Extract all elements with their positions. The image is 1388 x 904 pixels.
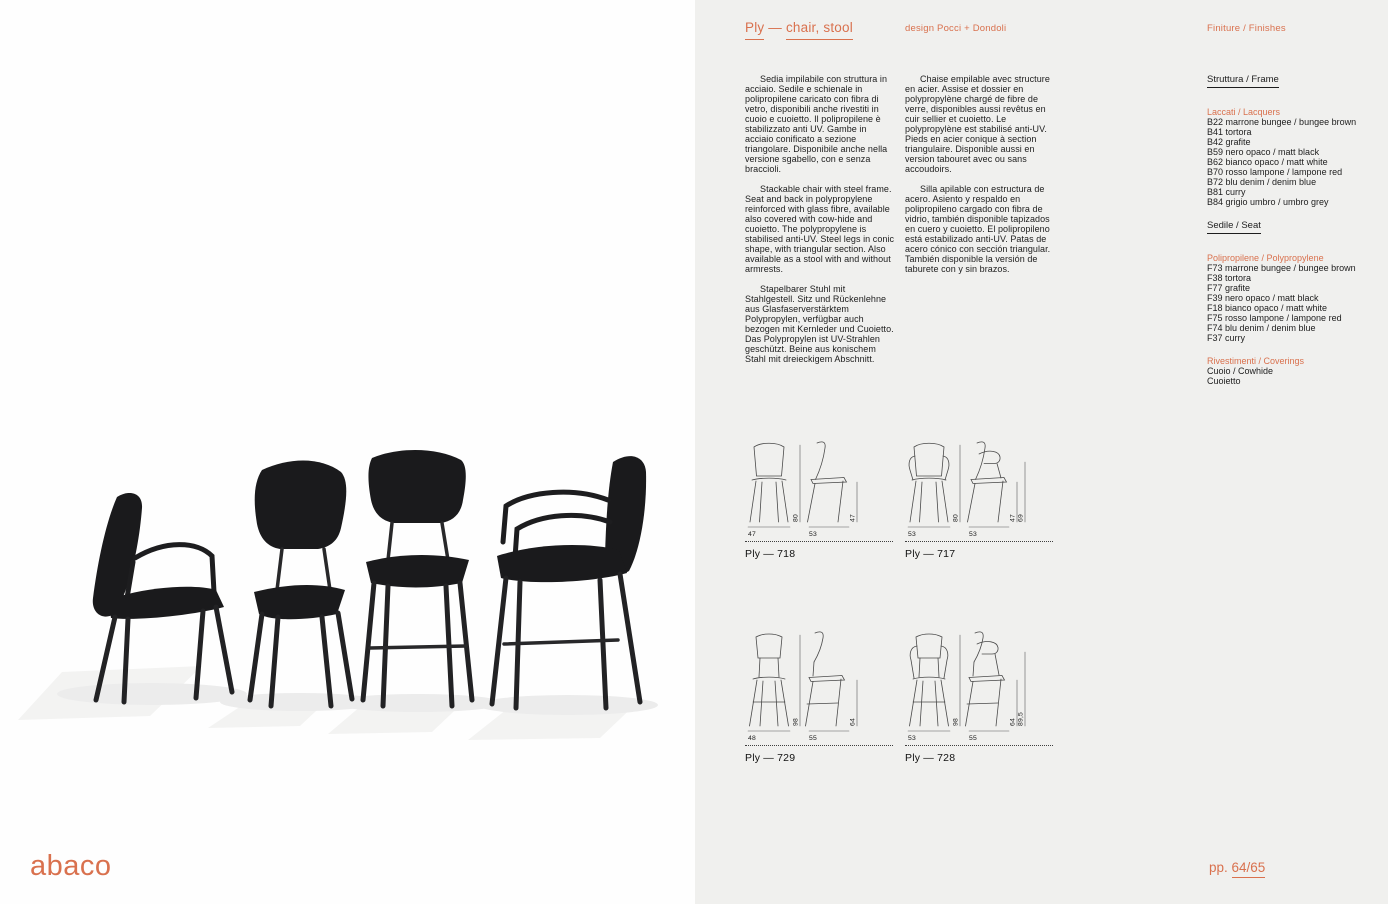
- svg-text:53: 53: [969, 531, 977, 538]
- svg-text:69: 69: [1017, 514, 1025, 522]
- svg-text:98: 98: [952, 718, 960, 726]
- product-code: Ply — 728: [905, 752, 956, 764]
- finish-item: B22 marrone bungee / bungee brown: [1207, 117, 1357, 127]
- finish-item: F77 grafite: [1207, 283, 1251, 293]
- dimension-drawing-717: [905, 438, 1053, 538]
- description-french: Chaise empilable avec structure en acier. Assise et dossier en polypropylène chargé de fibre de verre, disponibles aussi revêtus en cuir sellier et cuoietto. Le polypropylène est stabilisé anti-UV. Pieds en acier conique à section triangulaire. Disponible aussi en version tabouret avec ou sans accoudoirs.: [905, 74, 1050, 174]
- drawing-card-ply-718: [745, 438, 893, 560]
- svg-text:47: 47: [1009, 514, 1017, 522]
- svg-text:64: 64: [849, 718, 857, 726]
- divider-dotted: [905, 745, 1053, 746]
- svg-text:53: 53: [809, 531, 817, 538]
- page-title: [745, 20, 895, 35]
- designer-credit: design Pocci + Dondoli: [905, 23, 1007, 34]
- finish-item: F38 tortora: [1207, 273, 1252, 283]
- finish-item: F18 bianco opaco / matt white: [1207, 303, 1328, 313]
- divider-dotted: [745, 541, 893, 542]
- title-product: Ply: [745, 20, 764, 40]
- svg-text:47: 47: [748, 531, 756, 538]
- svg-text:47: 47: [849, 514, 857, 522]
- description-spanish: Silla apilable con estructura de acero. Asiento y respaldo en polipropileno cargado con fibra de vidrio, también disponible tapizados en cuero y cuoietto. El polipropileno está estabilizado anti-UV. Patas de acero cónico con sección triangular. También disponible la versión de taburete con y sin brazos.: [905, 184, 1051, 274]
- svg-text:53: 53: [908, 735, 916, 742]
- finish-item: B70 rosso lampone / lampone red: [1207, 167, 1343, 177]
- finish-item: B81 curry: [1207, 187, 1246, 197]
- finish-item: B59 nero opaco / matt black: [1207, 147, 1320, 157]
- title-type: chair, stool: [786, 20, 853, 40]
- seat-section-title: Sedile / Seat: [1207, 221, 1261, 234]
- photo-bar-stool: [492, 456, 646, 708]
- descriptions-column-1: [745, 74, 895, 374]
- page-ref-numbers: 64/65: [1232, 860, 1266, 878]
- finish-item: F37 curry: [1207, 333, 1246, 343]
- divider-dotted: [905, 541, 1053, 542]
- page-reference: [1209, 860, 1265, 875]
- finish-item: Cuoio / Cowhide: [1207, 366, 1274, 376]
- coverings-group-label: Rivestimenti / Coverings: [1207, 356, 1305, 366]
- photo-side-chair: [250, 460, 352, 706]
- title-separator: —: [764, 20, 786, 35]
- finishes-heading: Finiture / Finishes: [1207, 23, 1286, 34]
- brand-logo: abaco: [30, 850, 112, 882]
- finish-item: F39 nero opaco / matt black: [1207, 293, 1319, 303]
- svg-text:53: 53: [908, 531, 916, 538]
- divider-dotted: [745, 745, 893, 746]
- descriptions-column-2: [905, 74, 1057, 284]
- drawing-card-ply-728: [905, 630, 1053, 764]
- finish-item: B72 blu denim / denim blue: [1207, 177, 1317, 187]
- page-ref-prefix: pp.: [1209, 860, 1232, 875]
- polypropylene-group-label: Polipropilene / Polypropylene: [1207, 253, 1324, 263]
- photo-stool: [363, 450, 472, 706]
- finish-item: F73 marrone bungee / bungee brown: [1207, 263, 1356, 273]
- finish-item: B42 grafite: [1207, 137, 1251, 147]
- dimension-drawing-718: [745, 438, 893, 538]
- finishes-column: [1207, 74, 1382, 386]
- finish-item: B62 bianco opaco / matt white: [1207, 157, 1328, 167]
- svg-text:55: 55: [969, 735, 977, 742]
- finish-item: Cuoietto: [1207, 376, 1241, 386]
- finish-item: B84 grigio umbro / umbro grey: [1207, 197, 1329, 207]
- product-code: Ply — 718: [745, 548, 796, 560]
- dimension-drawing-729: [745, 630, 893, 742]
- product-code: Ply — 717: [905, 548, 956, 560]
- lacquers-group-label: Laccati / Lacquers: [1207, 107, 1281, 117]
- finish-item: F75 rosso lampone / lampone red: [1207, 313, 1342, 323]
- svg-text:55: 55: [809, 735, 817, 742]
- svg-text:48: 48: [748, 735, 756, 742]
- svg-text:80: 80: [792, 514, 800, 522]
- description-english: Stackable chair with steel frame. Seat and back in polypropylene reinforced with glass fibre, available also covered with cow-hide and cuoietto. The polypropylene is stabilised anti-UV. Steel legs in conic shape, with triangular section. Also available as a stool with and without armrests.: [745, 184, 895, 274]
- drawing-card-ply-717: [905, 438, 1053, 560]
- finish-item: B41 tortora: [1207, 127, 1252, 137]
- svg-text:80: 80: [952, 514, 960, 522]
- right-page: [695, 0, 1388, 904]
- svg-text:64: 64: [1009, 718, 1017, 726]
- description-italian: Sedia impilabile con struttura in acciaio. Sedile e schienale in polipropilene caricato con fibra di vetro, disponibili anche rivestiti in cuoio e cuoietto. Il polipropilene è stabilizzato anti UV. Gambe in acciaio conificato a sezione triangolare. Disponibile anche nella versione sgabello, con e senza braccioli.: [745, 74, 888, 174]
- frame-section-title: Struttura / Frame: [1207, 75, 1279, 88]
- finish-item: F74 blu denim / denim blue: [1207, 323, 1316, 333]
- svg-text:98: 98: [792, 718, 800, 726]
- svg-text:89,5: 89,5: [1017, 711, 1025, 726]
- dimension-drawing-728: [905, 630, 1053, 742]
- product-code: Ply — 729: [745, 752, 796, 764]
- description-german: Stapelbarer Stuhl mit Stahlgestell. Sitz und Rückenlehne aus Glasfaserverstärktem Polypropylen, verfügbar auch bezogen mit Kernleder und Cuoietto. Das Polypropylen ist UV-Strahlen geschützt. Beine aus konischem Stahl mit dreieckigem Abschnitt.: [745, 284, 894, 364]
- drawing-card-ply-729: [745, 630, 893, 764]
